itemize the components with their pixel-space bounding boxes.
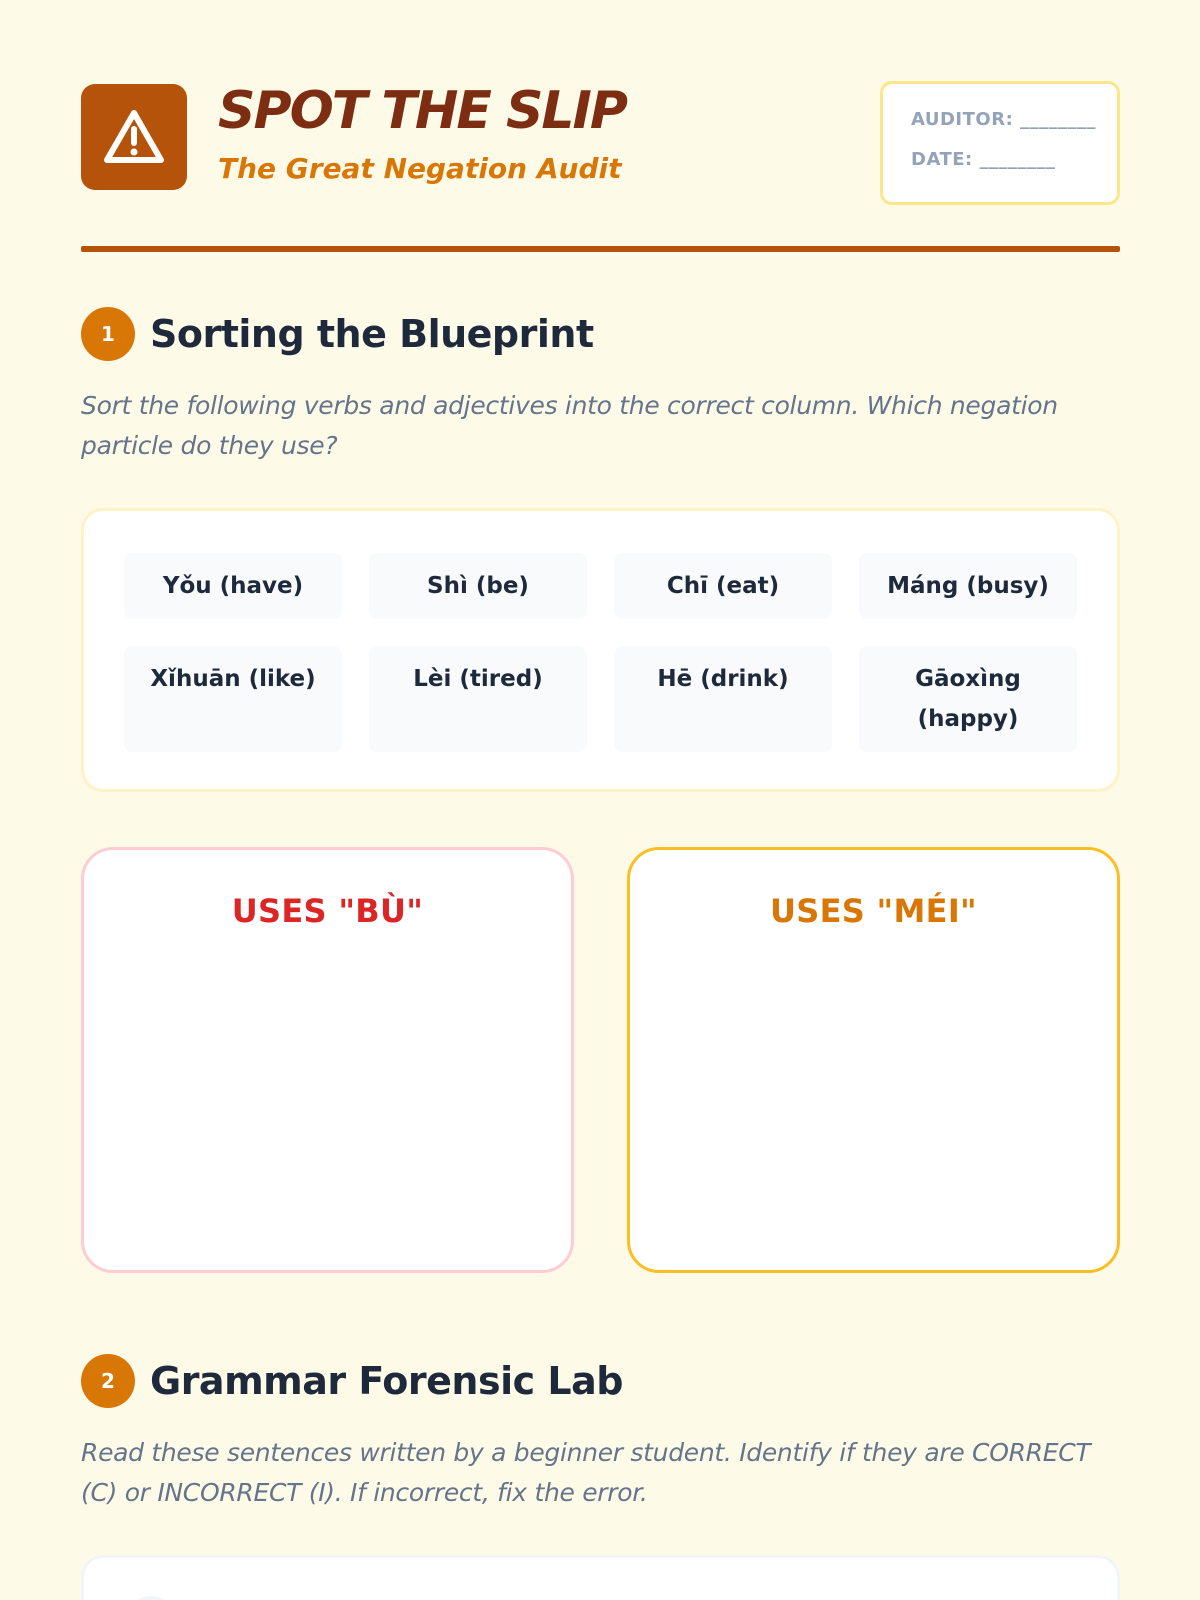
lab-sentence-card	[81, 1555, 1120, 1600]
word-chip[interactable]: Máng (busy)	[859, 553, 1077, 619]
word-chip[interactable]: Yǒu (have)	[124, 553, 342, 619]
word-bank	[81, 508, 1120, 792]
section-number-badge: 2	[81, 1354, 135, 1408]
section-1-instructions: Sort the following verbs and adjectives into the correct column. Which negation particle do they use?	[81, 391, 1058, 460]
header	[81, 81, 1120, 209]
header-divider	[81, 246, 1120, 252]
section-2-heading	[81, 1354, 623, 1408]
section-2-instructions: Read these sentences written by a beginner student. Identify if they are CORRECT (C) or INCORRECT (I). If incorrect, fix the error.	[81, 1438, 1091, 1507]
word-chip[interactable]: Shì (be)	[369, 553, 587, 619]
word-chip[interactable]: Chī (eat)	[614, 553, 832, 619]
section-1-heading	[81, 307, 594, 361]
mei-column-heading: USES "MÉI"	[769, 892, 978, 930]
mei-column-dropzone[interactable]	[627, 847, 1120, 1273]
page-title: SPOT THE SLIP	[218, 81, 627, 141]
sentence-number-badge	[124, 1596, 178, 1600]
auditor-box	[880, 81, 1120, 205]
word-chip[interactable]: Lèi (tired)	[369, 646, 587, 752]
section-title: Grammar Forensic Lab	[150, 1359, 623, 1403]
bu-column-heading: USES "BÙ"	[231, 892, 424, 930]
word-chip[interactable]: Hē (drink)	[614, 646, 832, 752]
word-chip[interactable]: Gāoxìng (happy)	[859, 646, 1077, 752]
page-subtitle: The Great Negation Audit	[218, 152, 622, 185]
section-number-badge: 1	[81, 307, 135, 361]
bu-column-dropzone[interactable]	[81, 847, 574, 1273]
word-chip[interactable]: Xǐhuān (like)	[124, 646, 342, 752]
warning-triangle-icon	[81, 84, 187, 190]
section-title: Sorting the Blueprint	[150, 312, 594, 356]
auditor-field[interactable]: AUDITOR: ________	[911, 109, 1097, 130]
date-field[interactable]: DATE: ________	[911, 149, 1056, 170]
